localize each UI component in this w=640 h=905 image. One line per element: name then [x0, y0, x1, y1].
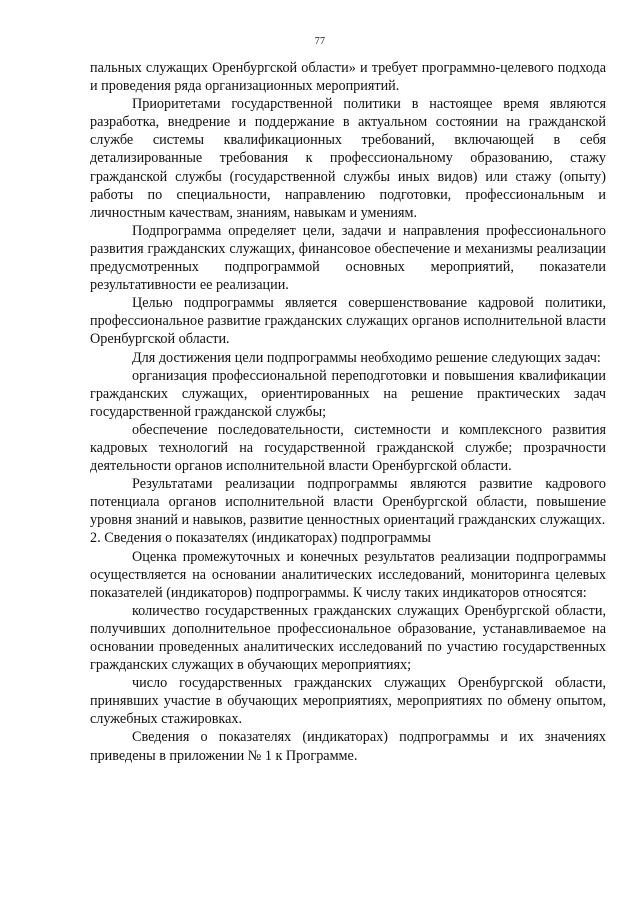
paragraph-priorities: Приоритетами государственной политики в настоящее время являются разработка, внедрение и поддержание в актуальном состоянии на гражданской службе системы квалификационных требований, включающей в себя детализированные требования к профессиональному образованию, стажу гражданской службы (государственной службы иных видов) или стажу (опыту) работы по специальности, направлению подготовки, профессиональным и личностным качествам, знаниям, навыкам и умениям. [90, 96, 606, 221]
list-item-task-2: обеспечение последовательности, системности и комплексного развития кадровых технологий на государственной гражданской службе; прозрачности деятельности органов исполнительной власти Оренбургской области. [90, 421, 606, 475]
paragraph-subprogram-scope: Подпрограмма определяет цели, задачи и направления профессионального развития гражданских служащих, финансовое обеспечение и механизмы реализации предусмотренных подпрограммой основных мероприятий, показатели результативности ее реализации. [90, 222, 606, 294]
paragraph-indicators-reference: Сведения о показателях (индикаторах) подпрограммы и их значениях приведены в приложении № 1 к Программе. [90, 729, 606, 764]
list-item-indicator-2: число государственных гражданских служащих Оренбургской области, принявших участие в обучающих мероприятиях, мероприятиях по обмену опытом, служебных стажировках. [90, 675, 606, 728]
section-heading: 2. Сведения о показателях (индикаторах) подпрограммы [90, 530, 431, 547]
paragraph-evaluation: Оценка промежуточных и конечных результатов реализации подпрограммы осуществляется на основании аналитических исследований, мониторинга целевых показателей (индикаторов) подпрограммы. К числу таких индикаторов относятся: [90, 548, 606, 601]
paragraph-continuation: пальных служащих Оренбургской области» и требует программно-целевого подхода и проведения ряда организационных мероприятий. [90, 60, 606, 95]
page-number: 77 [314, 36, 326, 47]
paragraph-tasks-intro: Для достижения цели подпрограммы необходимо решение следующих задач: [132, 349, 601, 366]
paragraph-goal: Целью подпрограммы является совершенствование кадровой политики, профессиональное развитие гражданских служащих органов исполнительной власти Оренбургской области. [90, 295, 606, 348]
list-item-task-1: организация профессиональной переподготовки и повышения квалификации гражданских служащих, ориентированных на решение практических задач государственной гражданской службы; [90, 367, 606, 420]
document-body [90, 59, 606, 765]
paragraph-results: Результатами реализации подпрограммы являются развитие кадрового потенциала органов исполнительной власти Оренбургской области, повышение уровня знаний и навыков, развитие ценностных ориентаций гражданских служащих. [90, 476, 606, 529]
list-item-indicator-1: количество государственных гражданских служащих Оренбургской области, получивших дополнительное профессиональное образование, устанавливаемое на основании проведенных аналитических исследований по участию государственных гражданских служащих в обучающих мероприятиях; [90, 602, 606, 674]
